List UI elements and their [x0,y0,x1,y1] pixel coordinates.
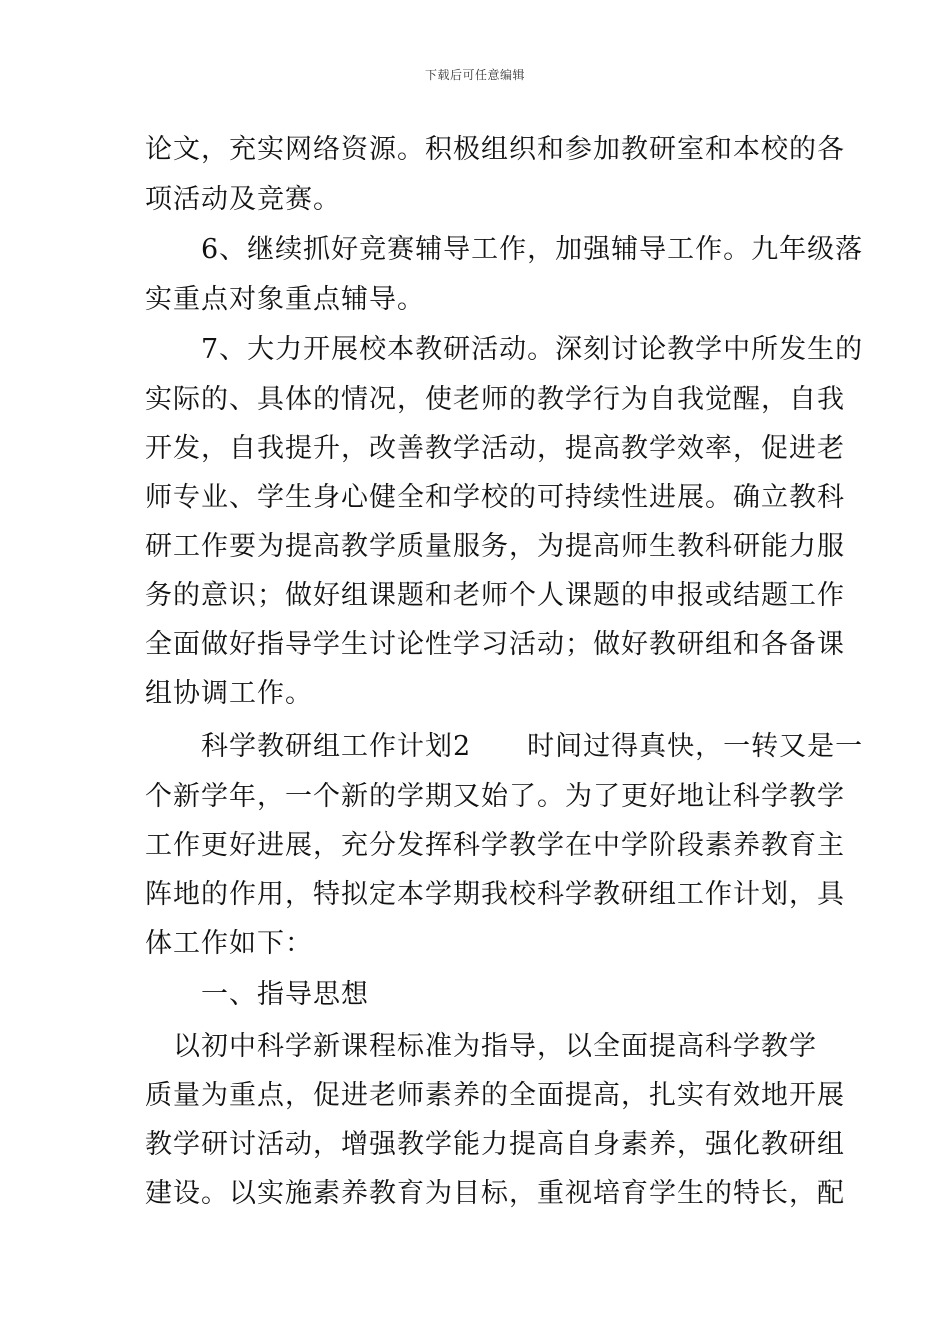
body-line: 务的意识；做好组课题和老师个人课题的申报或结题工作 [145,580,845,611]
body-line: 建设。以实施素养教育为目标，重视培育学生的特长，配 [145,1178,845,1209]
body-line: 实重点对象重点辅导。 [145,284,425,315]
body-line: 实际的、具体的情况，使老师的教学行为自我觉醒，自我 [145,384,845,415]
body-line: 质量为重点，促进老师素养的全面提高，扎实有效地开展 [145,1080,845,1111]
body-line: 教学研讨活动，增强教学能力提高自身素养，强化教研组 [145,1129,845,1160]
body-line: 个新学年，一个新的学期又始了。为了更好地让科学教学 [145,781,845,812]
body-line: 7、大力开展校本教研活动。深刻讨论教学中所发生的 [145,334,864,365]
body-line: 一、指导思想 [145,979,369,1010]
body-line: 开发，自我提升，改善教学活动，提高教学效率，促进老 [145,433,845,464]
body-line: 以初中科学新课程标准为指导，以全面提高科学教学 [145,1031,817,1062]
body-line: 科学教研组工作计划2 时间过得真快，一转又是一 [145,731,864,762]
body-line: 研工作要为提高教学质量服务，为提高师生教科研能力服 [145,531,845,562]
body-line: 体工作如下： [145,928,313,959]
body-line: 阵地的作用，特拟定本学期我校科学教研组工作计划，具 [145,879,845,910]
body-line: 6、继续抓好竞赛辅导工作，加强辅导工作。九年级落 [145,234,864,265]
body-line: 师专业、学生身心健全和学校的可持续性进展。确立教科 [145,482,845,513]
body-line: 项活动及竞赛。 [145,184,341,215]
body-line: 论文，充实网络资源。积极组织和参加教研室和本校的各 [145,134,845,165]
body-line: 组协调工作。 [145,678,313,709]
body-line: 全面做好指导学生讨论性学习活动；做好教研组和各备课 [145,629,845,660]
page-header: 下载后可任意编辑 [424,68,525,82]
body-line: 工作更好进展，充分发挥科学教学在中学阶段素养教育主 [145,830,845,861]
